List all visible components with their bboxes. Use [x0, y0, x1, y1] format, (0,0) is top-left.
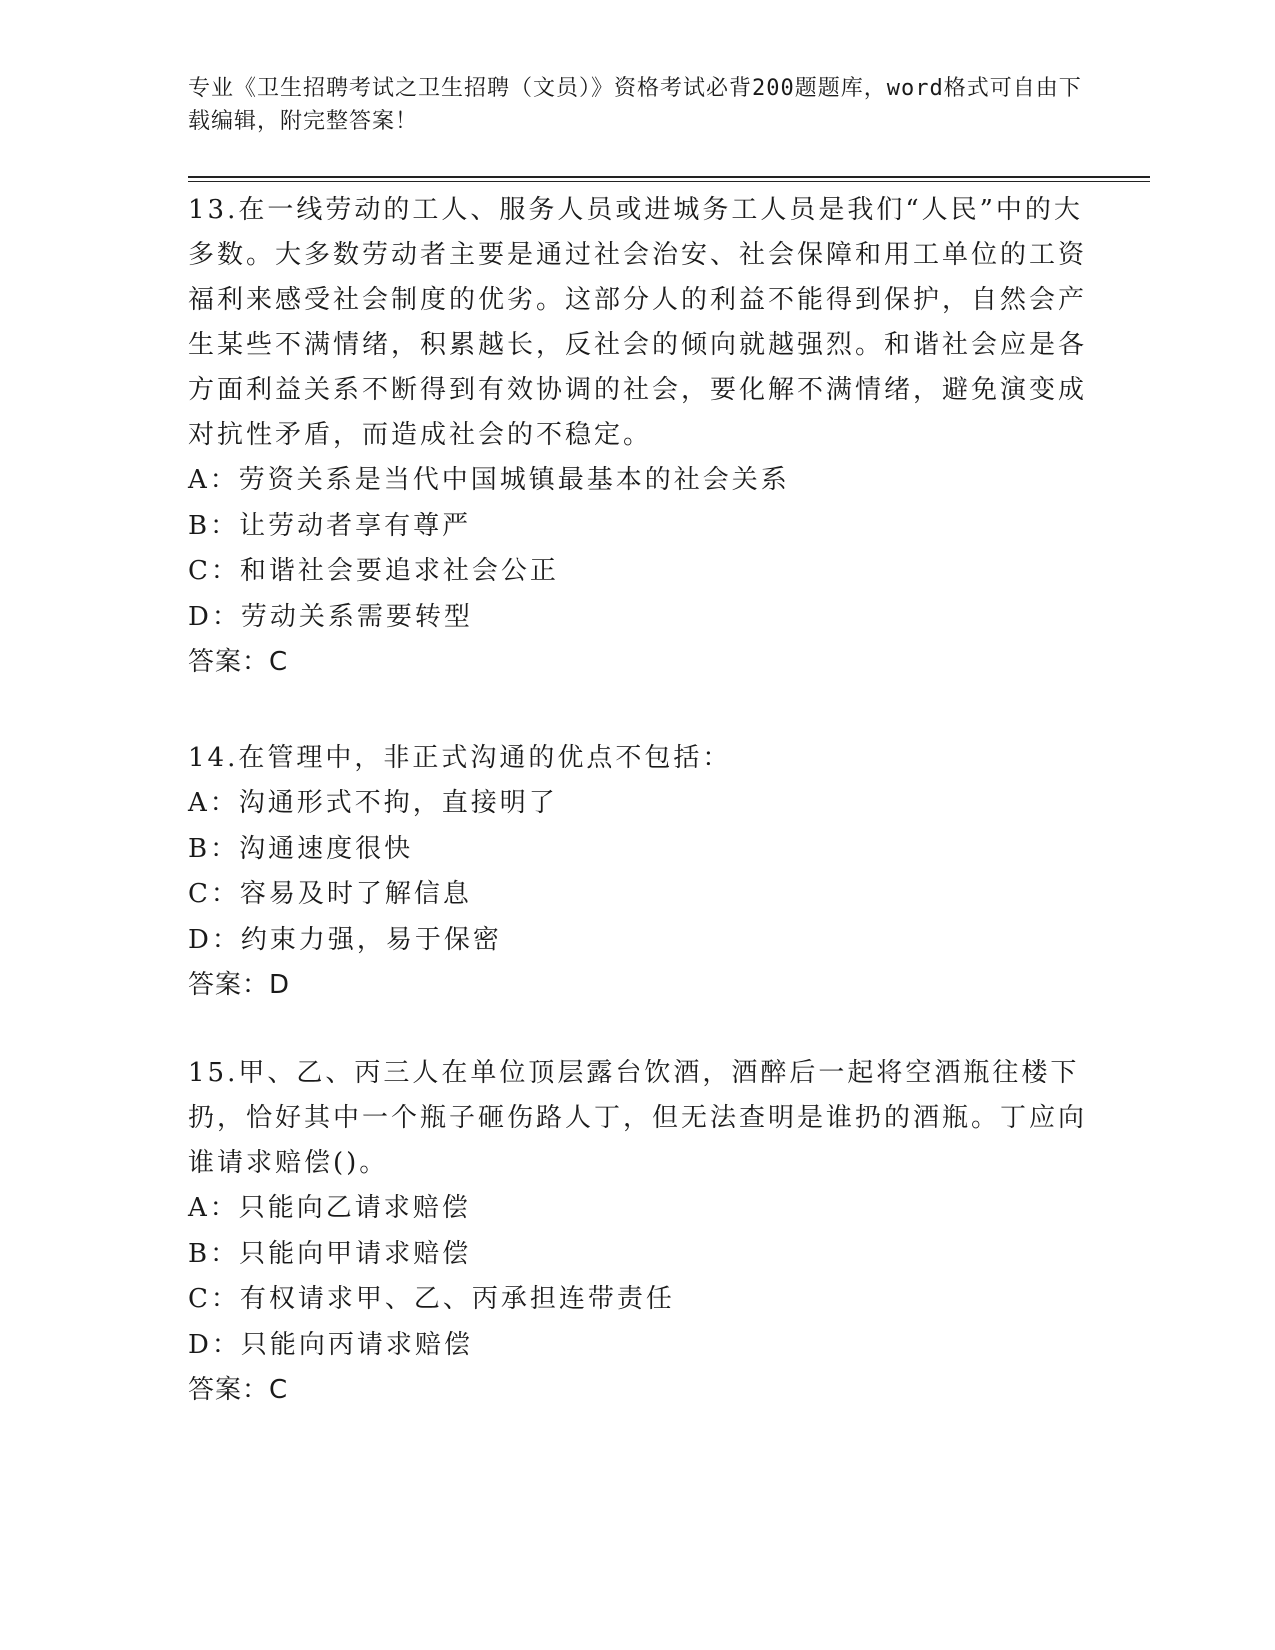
option-b: B：让劳动者享有尊严	[188, 510, 472, 541]
header-divider-thin	[188, 181, 1150, 182]
question-stem: 15.甲、乙、丙三人在单位顶层露台饮酒，酒醉后一起将空酒瓶往楼下扔，恰好其中一个瓶子砸伤路人丁，但无法查明是谁扔的酒瓶。丁应向谁请求赔偿()。	[188, 1058, 1088, 1178]
option-c: C：有权请求甲、乙、丙承担连带责任	[188, 1284, 675, 1314]
answer: 答案：C	[188, 647, 289, 677]
document-header: 专业《卫生招聘考试之卫生招聘（文员）》资格考试必背200题题库，word格式可自由下载编辑，附完整答案！	[188, 76, 1082, 134]
option-a: A：沟通形式不拘，直接明了	[188, 788, 558, 818]
option-c: C：容易及时了解信息	[188, 879, 472, 909]
answer: 答案：C	[188, 1375, 289, 1405]
option-d: D：劳动关系需要转型	[188, 601, 473, 632]
option-c: C：和谐社会要追求社会公正	[188, 556, 559, 586]
question-stem: 13.在一线劳动的工人、服务人员或进城务工人员是我们“人民”中的大多数。大多数劳动者主要是通过社会治安、社会保障和用工单位的工资福利来感受社会制度的优劣。这部分人的利益不能得到保护，自然会产生某些不满情绪，积累越长，反社会的倾向就越强烈。和谐社会应是各方面利益关系不断得到有效协调的社会，要化解不满情绪，避免演变成对抗性矛盾，而造成社会的不稳定。	[188, 195, 1088, 450]
option-d: D：只能向丙请求赔偿	[188, 1329, 473, 1360]
option-b: B：沟通速度很快	[188, 833, 414, 864]
question-14	[188, 736, 1088, 1008]
option-b: B：只能向甲请求赔偿	[188, 1238, 472, 1269]
question-stem: 14.在管理中，非正式沟通的优点不包括：	[188, 743, 732, 773]
answer: 答案：D	[188, 970, 291, 1000]
option-d: D：约束力强，易于保密	[188, 924, 502, 955]
question-13	[188, 188, 1088, 685]
option-a: A：劳资关系是当代中国城镇最基本的社会关系	[188, 465, 790, 495]
header-divider-thick	[188, 176, 1150, 178]
question-15	[188, 1051, 1088, 1413]
option-a: A：只能向乙请求赔偿	[188, 1193, 471, 1223]
